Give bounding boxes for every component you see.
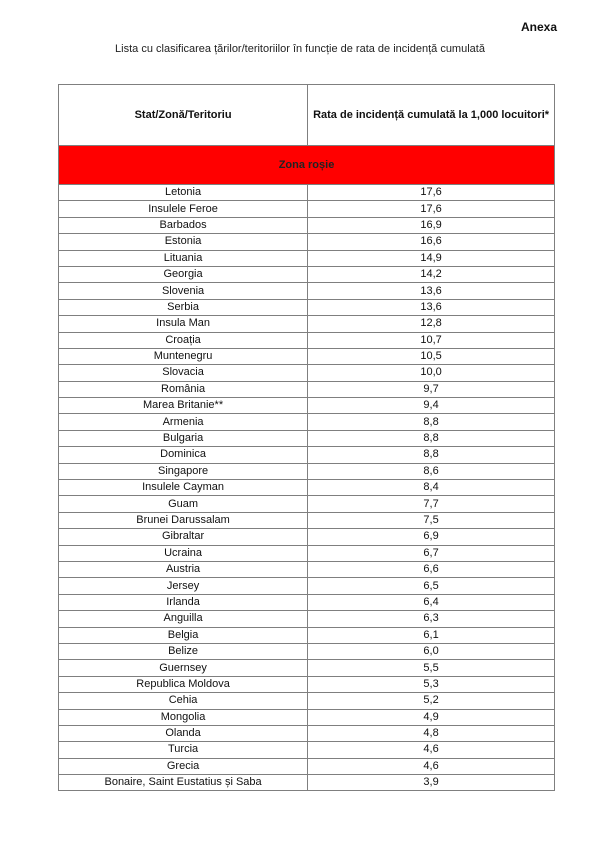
table-row <box>59 561 555 577</box>
rate-cell: 7,7 <box>308 496 555 512</box>
rate-cell: 4,9 <box>308 709 555 725</box>
country-cell: Olanda <box>59 725 308 741</box>
country-cell: Republica Moldova <box>59 676 308 692</box>
country-cell: Turcia <box>59 742 308 758</box>
rate-cell: 4,6 <box>308 758 555 774</box>
annex-label: Anexa <box>520 20 557 34</box>
country-cell: Insulele Cayman <box>59 480 308 496</box>
table-row <box>59 381 555 397</box>
table-row <box>59 316 555 332</box>
table-row <box>59 299 555 315</box>
rate-cell: 8,6 <box>308 463 555 479</box>
country-cell: Serbia <box>59 299 308 315</box>
rate-cell: 6,0 <box>308 643 555 659</box>
rate-cell: 12,8 <box>308 316 555 332</box>
country-cell: Croația <box>59 332 308 348</box>
rate-cell: 6,4 <box>308 594 555 610</box>
table-row <box>59 512 555 528</box>
table-row <box>59 365 555 381</box>
rate-cell: 3,9 <box>308 775 555 791</box>
table-row <box>59 545 555 561</box>
country-cell: Guernsey <box>59 660 308 676</box>
rate-cell: 17,6 <box>308 185 555 201</box>
country-cell: Lituania <box>59 250 308 266</box>
table-row <box>59 676 555 692</box>
column-header-rate: Rata de incidență cumulată la 1,000 locuitori* <box>308 85 555 146</box>
country-cell: Belize <box>59 643 308 659</box>
table-row <box>59 529 555 545</box>
country-cell: Brunei Darussalam <box>59 512 308 528</box>
table-row <box>59 660 555 676</box>
table-row <box>59 266 555 282</box>
rate-cell: 16,6 <box>308 234 555 250</box>
table-row <box>59 709 555 725</box>
country-cell: Armenia <box>59 414 308 430</box>
country-cell: Insula Man <box>59 316 308 332</box>
rate-cell: 8,8 <box>308 430 555 446</box>
rate-cell: 10,5 <box>308 348 555 364</box>
country-cell: Ucraina <box>59 545 308 561</box>
table-row <box>59 234 555 250</box>
rate-cell: 6,7 <box>308 545 555 561</box>
table-row <box>59 643 555 659</box>
table-row <box>59 742 555 758</box>
rate-cell: 14,9 <box>308 250 555 266</box>
country-cell: Georgia <box>59 266 308 282</box>
country-cell: Bulgaria <box>59 430 308 446</box>
table-row <box>59 201 555 217</box>
table-row <box>59 463 555 479</box>
table-row <box>59 496 555 512</box>
table-row <box>59 578 555 594</box>
table-row <box>59 217 555 233</box>
table-row <box>59 775 555 791</box>
rate-cell: 8,8 <box>308 414 555 430</box>
rate-cell: 9,7 <box>308 381 555 397</box>
rate-cell: 6,6 <box>308 561 555 577</box>
table-row <box>59 332 555 348</box>
rate-cell: 10,0 <box>308 365 555 381</box>
rate-cell: 17,6 <box>308 201 555 217</box>
country-cell: Gibraltar <box>59 529 308 545</box>
country-cell: Barbados <box>59 217 308 233</box>
rate-cell: 6,1 <box>308 627 555 643</box>
rate-cell: 4,8 <box>308 725 555 741</box>
zone-label: Zona roșie <box>59 146 555 185</box>
table-row <box>59 348 555 364</box>
table-row <box>59 693 555 709</box>
rate-cell: 5,5 <box>308 660 555 676</box>
country-cell: Slovenia <box>59 283 308 299</box>
rate-cell: 7,5 <box>308 512 555 528</box>
country-cell: Slovacia <box>59 365 308 381</box>
country-cell: Estonia <box>59 234 308 250</box>
country-cell: Guam <box>59 496 308 512</box>
country-cell: România <box>59 381 308 397</box>
document-title: Lista cu clasificarea țărilor/teritoriilor în funcție de rata de incidență cumulată <box>115 43 485 55</box>
country-cell: Dominica <box>59 447 308 463</box>
table-row <box>59 430 555 446</box>
rate-cell: 10,7 <box>308 332 555 348</box>
rate-cell: 8,4 <box>308 480 555 496</box>
table-row <box>59 611 555 627</box>
country-cell: Grecia <box>59 758 308 774</box>
rate-cell: 6,3 <box>308 611 555 627</box>
table-row <box>59 250 555 266</box>
table-row <box>59 398 555 414</box>
rate-cell: 9,4 <box>308 398 555 414</box>
table-row <box>59 447 555 463</box>
country-cell: Anguilla <box>59 611 308 627</box>
country-cell: Letonia <box>59 185 308 201</box>
country-cell: Singapore <box>59 463 308 479</box>
rate-cell: 6,5 <box>308 578 555 594</box>
rate-cell: 6,9 <box>308 529 555 545</box>
country-cell: Cehia <box>59 693 308 709</box>
table-row <box>59 414 555 430</box>
rate-cell: 14,2 <box>308 266 555 282</box>
country-cell: Irlanda <box>59 594 308 610</box>
country-cell: Mongolia <box>59 709 308 725</box>
rate-cell: 16,9 <box>308 217 555 233</box>
country-cell: Jersey <box>59 578 308 594</box>
rate-cell: 4,6 <box>308 742 555 758</box>
table-row <box>59 594 555 610</box>
table-row <box>59 758 555 774</box>
country-cell: Bonaire, Saint Eustatius și Saba <box>59 775 308 791</box>
table-row <box>59 725 555 741</box>
table-row <box>59 627 555 643</box>
column-header-country: Stat/Zonă/Teritoriu <box>59 85 308 146</box>
table-row <box>59 480 555 496</box>
zone-header-row <box>59 146 555 185</box>
country-cell: Belgia <box>59 627 308 643</box>
country-cell: Marea Britanie** <box>59 398 308 414</box>
rate-cell: 5,3 <box>308 676 555 692</box>
table-row <box>59 185 555 201</box>
country-cell: Muntenegru <box>59 348 308 364</box>
rate-cell: 13,6 <box>308 299 555 315</box>
table-row <box>59 283 555 299</box>
rate-cell: 8,8 <box>308 447 555 463</box>
country-cell: Austria <box>59 561 308 577</box>
table-header-row <box>59 85 555 146</box>
country-cell: Insulele Feroe <box>59 201 308 217</box>
incidence-table <box>58 84 555 791</box>
rate-cell: 13,6 <box>308 283 555 299</box>
rate-cell: 5,2 <box>308 693 555 709</box>
